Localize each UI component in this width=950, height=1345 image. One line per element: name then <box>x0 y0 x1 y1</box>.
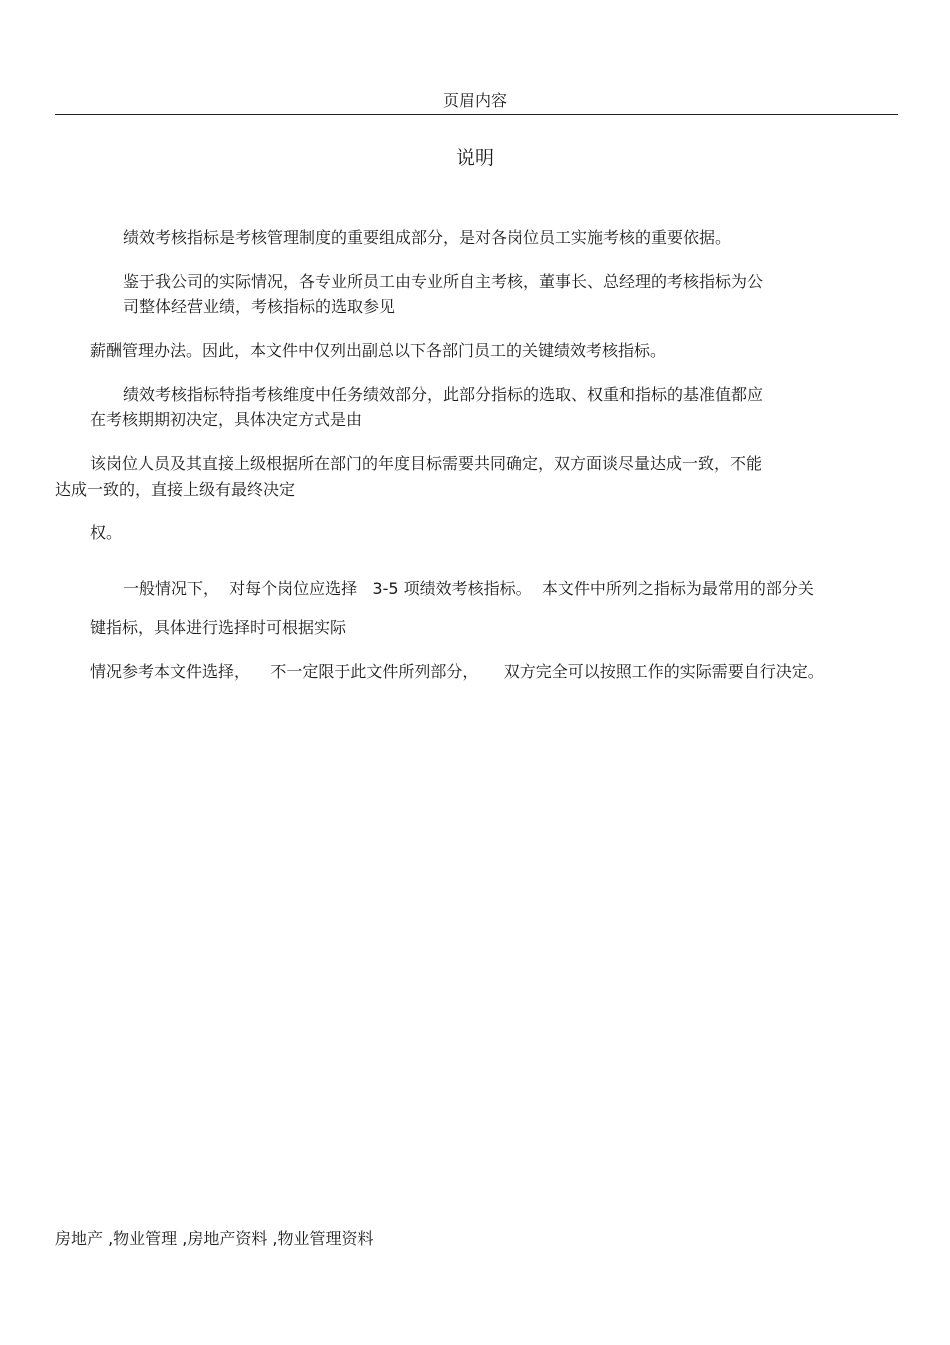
body-line-6: 在考核期期初决定，具体决定方式是由 <box>90 410 363 429</box>
body-line-7: 该岗位人员及其直接上级根据所在部门的年度目标需要共同确定，双方面谈尽量达成一致，不能 <box>90 454 763 473</box>
body-line-2: 鉴于我公司的实际情况，各专业所员工由专业所自主考核，董事长、总经理的考核指标为公 <box>123 272 764 291</box>
document-title: 说明 <box>455 147 494 169</box>
body-line-3: 司整体经营业绩，考核指标的选取参见 <box>123 297 396 316</box>
page-footer: 房地产 ,物业管理 ,房地产资料 ,物业管理资料 <box>55 1229 374 1248</box>
body-line-5: 绩效考核指标特指考核维度中任务绩效部分，此部分指标的选取、权重和指标的基准值都应 <box>123 385 764 404</box>
body-line-11: 键指标，具体进行选择时可根据实际 <box>90 618 347 637</box>
page-header: 页眉内容 <box>442 91 507 110</box>
header-divider <box>55 114 898 115</box>
body-line-12: 情况参考本文件选择， 不一定限于此文件所列部分， 双方完全可以按照工作的实际需要自行决定。 <box>90 662 824 681</box>
body-line-8: 达成一致的，直接上级有最终决定 <box>55 480 296 499</box>
body-line-4: 薪酬管理办法。因此，本文件中仅列出副总以下各部门员工的关键绩效考核指标。 <box>90 341 667 360</box>
body-line-10: 一般情况下， 对每个岗位应选择 3-5 项绩效考核指标。 本文件中所列之指标为最常用的部分关 <box>123 579 814 598</box>
body-line-9: 权。 <box>90 523 123 542</box>
body-line-1: 绩效考核指标是考核管理制度的重要组成部分，是对各岗位员工实施考核的重要依据。 <box>123 228 732 247</box>
